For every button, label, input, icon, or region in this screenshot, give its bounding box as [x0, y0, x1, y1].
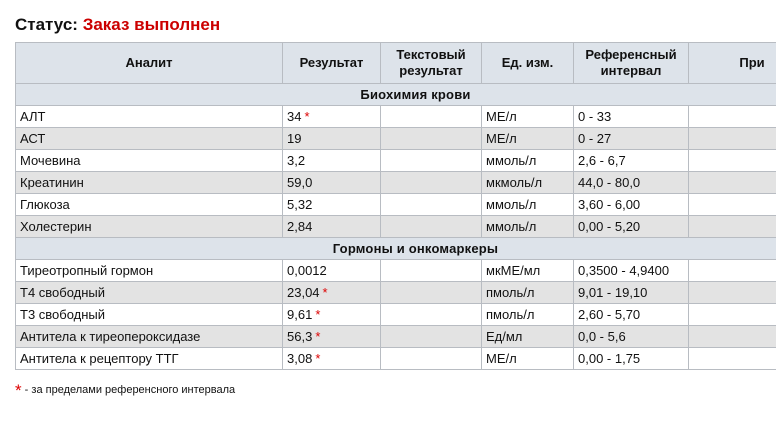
- table-row: [16, 326, 776, 348]
- result-cell: [283, 172, 381, 194]
- reference-cell: [574, 216, 689, 238]
- note-cell: [689, 106, 776, 128]
- analyte-cell: [16, 106, 283, 128]
- flag-star-icon: *: [304, 108, 310, 124]
- unit-cell-value: МЕ/л: [486, 130, 517, 146]
- unit-cell: [482, 282, 574, 304]
- unit-cell: [482, 194, 574, 216]
- table-row: [16, 106, 776, 128]
- analyte-cell-value: Т4 свободный: [20, 284, 106, 300]
- order-status: [15, 15, 220, 35]
- flag-star-icon: *: [315, 350, 321, 366]
- table-row: [16, 304, 776, 326]
- result-cell-value: 3,08: [287, 350, 313, 366]
- text-result-cell: [381, 326, 482, 348]
- text-result-cell: [381, 348, 482, 370]
- result-cell-value: 5,32: [287, 196, 313, 212]
- text-result-cell: [381, 216, 482, 238]
- analyte-cell-value: Т3 свободный: [20, 306, 106, 322]
- analyte-cell: [16, 172, 283, 194]
- reference-cell-value: 2,6 - 6,7: [578, 152, 626, 168]
- analyte-cell-value: Креатинин: [20, 174, 84, 190]
- note-cell: [689, 348, 776, 370]
- reference-cell-value: 0,0 - 5,6: [578, 328, 626, 344]
- section-title: Биохимия крови: [16, 84, 776, 106]
- unit-cell: [482, 326, 574, 348]
- table-row: [16, 260, 776, 282]
- unit-cell-value: ммоль/л: [486, 218, 537, 234]
- analyte-cell-value: Тиреотропный гормон: [20, 262, 154, 278]
- footnote: [15, 378, 235, 398]
- header-analyte: Аналит: [16, 43, 283, 84]
- reference-cell: [574, 172, 689, 194]
- result-cell-value: 23,04: [287, 284, 320, 300]
- reference-cell: [574, 150, 689, 172]
- reference-cell: [574, 194, 689, 216]
- status-label: Статус:: [15, 15, 78, 34]
- note-cell: [689, 172, 776, 194]
- table-row: [16, 348, 776, 370]
- unit-cell-value: пмоль/л: [486, 306, 535, 322]
- table-row: [16, 172, 776, 194]
- reference-cell-value: 0 - 27: [578, 130, 612, 146]
- unit-cell-value: ммоль/л: [486, 152, 537, 168]
- result-cell: [283, 282, 381, 304]
- analyte-cell-value: Антитела к рецептору ТТГ: [20, 350, 179, 366]
- unit-cell: [482, 216, 574, 238]
- reference-cell: [574, 282, 689, 304]
- text-result-cell: [381, 128, 482, 150]
- reference-cell-value: 0,3500 - 4,9400: [578, 262, 670, 278]
- reference-cell: [574, 326, 689, 348]
- unit-cell-value: пмоль/л: [486, 284, 535, 300]
- status-value: Заказ выполнен: [82, 15, 221, 34]
- result-cell: [283, 106, 381, 128]
- reference-cell-value: 0,00 - 1,75: [578, 350, 641, 366]
- header-text-result: Текстовый результат: [381, 43, 482, 84]
- result-cell-value: 0,0012: [287, 262, 327, 278]
- unit-cell-value: мкмоль/л: [486, 174, 543, 190]
- analyte-cell: [16, 282, 283, 304]
- analyte-cell-value: Мочевина: [20, 152, 81, 168]
- unit-cell: [482, 150, 574, 172]
- text-result-cell: [381, 150, 482, 172]
- result-cell: [283, 216, 381, 238]
- result-cell-value: 9,61: [287, 306, 313, 322]
- result-cell-value: 59,0: [287, 174, 313, 190]
- analyte-cell-value: Антитела к тиреопероксидазе: [20, 328, 201, 344]
- header-unit: Ед. изм.: [482, 43, 574, 84]
- text-result-cell: [381, 282, 482, 304]
- analyte-cell: [16, 304, 283, 326]
- result-cell: [283, 304, 381, 326]
- results-body: [16, 84, 776, 370]
- header-note: При: [689, 43, 776, 84]
- unit-cell-value: Ед/мл: [486, 328, 523, 344]
- note-cell: [689, 150, 776, 172]
- reference-cell: [574, 348, 689, 370]
- result-cell: [283, 128, 381, 150]
- note-cell: [689, 216, 776, 238]
- table-row: [16, 128, 776, 150]
- unit-cell-value: мкМЕ/мл: [486, 262, 541, 278]
- result-cell: [283, 326, 381, 348]
- note-cell: [689, 326, 776, 348]
- reference-cell-value: 0,00 - 5,20: [578, 218, 641, 234]
- unit-cell: [482, 304, 574, 326]
- text-result-cell: [381, 194, 482, 216]
- flag-star-icon: *: [315, 328, 321, 344]
- reference-cell: [574, 260, 689, 282]
- header-result: Результат: [283, 43, 381, 84]
- reference-cell: [574, 128, 689, 150]
- result-cell: [283, 194, 381, 216]
- unit-cell: [482, 348, 574, 370]
- table-row: [16, 216, 776, 238]
- note-cell: [689, 194, 776, 216]
- unit-cell: [482, 172, 574, 194]
- result-cell: [283, 260, 381, 282]
- unit-cell-value: ммоль/л: [486, 196, 537, 212]
- analyte-cell: [16, 150, 283, 172]
- text-result-cell: [381, 172, 482, 194]
- result-cell-value: 34: [287, 108, 302, 124]
- result-cell-value: 19: [287, 130, 302, 146]
- text-result-cell: [381, 260, 482, 282]
- note-cell: [689, 304, 776, 326]
- result-cell-value: 56,3: [287, 328, 313, 344]
- reference-cell-value: 44,0 - 80,0: [578, 174, 641, 190]
- text-result-cell: [381, 106, 482, 128]
- note-cell: [689, 128, 776, 150]
- analyte-cell: [16, 216, 283, 238]
- section-title: Гормоны и онкомаркеры: [16, 238, 776, 260]
- flag-star-icon: *: [15, 381, 22, 400]
- table-row: [16, 194, 776, 216]
- result-cell-value: 3,2: [287, 152, 306, 168]
- flag-star-icon: *: [322, 284, 328, 300]
- reference-cell-value: 2,60 - 5,70: [578, 306, 641, 322]
- note-cell: [689, 282, 776, 304]
- analyte-cell: [16, 128, 283, 150]
- table-header-row: [16, 43, 776, 84]
- analyte-cell-value: Глюкоза: [20, 196, 70, 212]
- analyte-cell-value: Холестерин: [20, 218, 92, 234]
- results-table: [15, 42, 776, 370]
- result-cell-value: 2,84: [287, 218, 313, 234]
- result-cell: [283, 348, 381, 370]
- table-row: [16, 150, 776, 172]
- analyte-cell: [16, 260, 283, 282]
- unit-cell: [482, 260, 574, 282]
- unit-cell-value: МЕ/л: [486, 350, 517, 366]
- section-header-row: [16, 238, 776, 260]
- unit-cell: [482, 106, 574, 128]
- reference-cell-value: 9,01 - 19,10: [578, 284, 648, 300]
- unit-cell-value: МЕ/л: [486, 108, 517, 124]
- analyte-cell: [16, 194, 283, 216]
- text-result-cell: [381, 304, 482, 326]
- header-reference-interval: Референсный интервал: [574, 43, 689, 84]
- analyte-cell: [16, 326, 283, 348]
- reference-cell-value: 0 - 33: [578, 108, 612, 124]
- table-row: [16, 282, 776, 304]
- analyte-cell: [16, 348, 283, 370]
- result-cell: [283, 150, 381, 172]
- analyte-cell-value: АЛТ: [20, 108, 46, 124]
- section-header-row: [16, 84, 776, 106]
- footnote-text: - за пределами референсного интервала: [21, 384, 236, 396]
- note-cell: [689, 260, 776, 282]
- reference-cell: [574, 304, 689, 326]
- analyte-cell-value: АСТ: [20, 130, 46, 146]
- flag-star-icon: *: [315, 306, 321, 322]
- reference-cell: [574, 106, 689, 128]
- unit-cell: [482, 128, 574, 150]
- reference-cell-value: 3,60 - 6,00: [578, 196, 641, 212]
